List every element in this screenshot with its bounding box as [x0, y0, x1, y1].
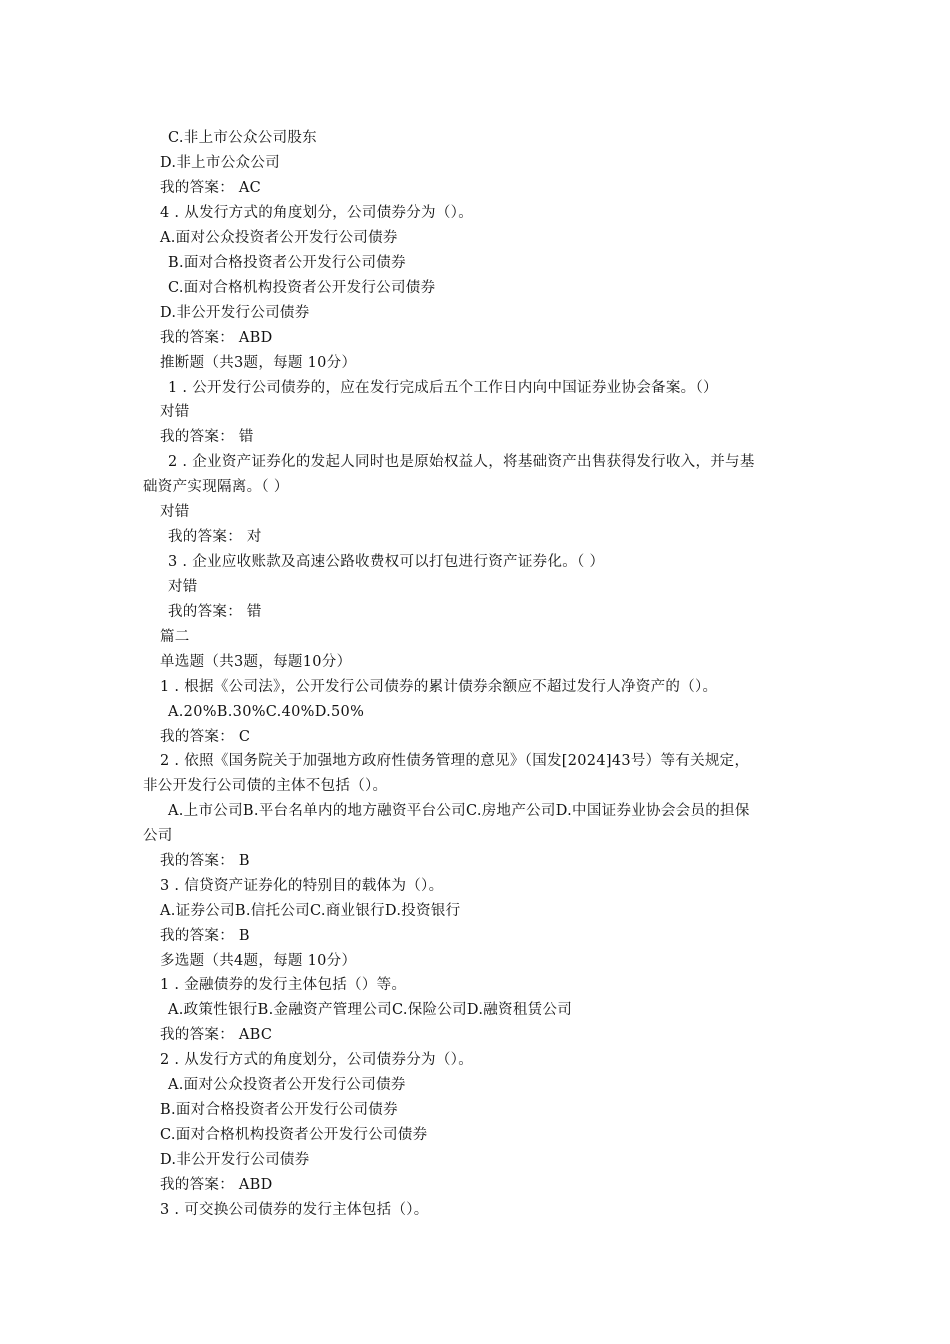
answer-line: 我的答案： B: [160, 853, 250, 869]
option-line: A.面对公众投资者公开发行公司债券: [160, 230, 398, 246]
true-false-line: 对错: [160, 504, 190, 520]
option-line: B.面对合格投资者公开发行公司债券: [168, 255, 406, 271]
option-line: D.非公开发行公司债券: [160, 1152, 310, 1168]
question-line: 1 . 根据《公司法》，公开发行公司债券的累计债券余额应不超过发行人净资产的（）。: [160, 679, 718, 695]
option-line: A.20%B.30%C.40%D.50%: [168, 704, 365, 720]
answer-line: 我的答案： 错: [160, 429, 254, 445]
option-line: B.面对合格投资者公开发行公司债券: [160, 1102, 398, 1118]
question-line: 2 . 依照《国务院关于加强地方政府性债务管理的意见》（国发[2024]43号）等有关规定，: [160, 753, 750, 769]
question-line: 2 . 企业资产证券化的发起人同时也是原始权益人，将基础资产出售获得发行收入，并与基: [168, 454, 755, 470]
answer-line: 我的答案： ABD: [160, 330, 273, 346]
answer-line: 我的答案： C: [160, 729, 251, 745]
option-line: A.上市公司B.平台名单内的地方融资平台公司C.房地产公司D.中国证券业协会会员的担保: [168, 803, 750, 819]
option-line: A.政策性银行B.金融资产管理公司C.保险公司D.融资租赁公司: [168, 1002, 573, 1018]
answer-line: 我的答案： ABC: [160, 1027, 273, 1043]
true-false-line: 对错: [168, 579, 198, 595]
option-line: C.面对合格机构投资者公开发行公司债券: [168, 280, 436, 296]
question-line: 1 . 金融债券的发行主体包括（）等。: [160, 977, 407, 993]
option-line: D.非公开发行公司债券: [160, 305, 310, 321]
true-false-line: 对错: [160, 404, 190, 420]
question-line: 4 . 从发行方式的角度划分，公司债券分为（）。: [160, 205, 474, 221]
section-heading: 推断题（共3题，每题 10分）: [160, 355, 357, 371]
question-line: 2 . 从发行方式的角度划分，公司债券分为（）。: [160, 1052, 474, 1068]
option-line: 公司: [143, 828, 173, 844]
option-line: C.非上市公众公司股东: [168, 130, 317, 146]
answer-line: 我的答案： 对: [168, 529, 262, 545]
option-line: D.非上市公众公司: [160, 155, 280, 171]
answer-line: 我的答案： B: [160, 928, 250, 944]
option-line: A.面对公众投资者公开发行公司债券: [168, 1077, 406, 1093]
answer-line: 我的答案： AC: [160, 180, 262, 196]
answer-line: 我的答案： 错: [168, 604, 262, 620]
part-heading: 篇二: [160, 629, 190, 645]
answer-line: 我的答案： ABD: [160, 1177, 273, 1193]
section-heading: 单选题（共3题，每题10分）: [160, 654, 352, 670]
question-line: 础资产实现隔离。（ ）: [143, 479, 289, 495]
question-line: 非公开发行公司债的主体不包括（）。: [143, 778, 388, 794]
question-line: 3 . 可交换公司债券的发行主体包括（）。: [160, 1202, 429, 1218]
option-line: C.面对合格机构投资者公开发行公司债券: [160, 1127, 428, 1143]
question-line: 3 . 信贷资产证券化的特别目的载体为（）。: [160, 878, 444, 894]
option-line: A.证券公司B.信托公司C.商业银行D.投资银行: [160, 903, 461, 919]
section-heading: 多选题（共4题，每题 10分）: [160, 953, 357, 969]
question-line: 1 . 公开发行公司债券的，应在发行完成后五个工作日内向中国证券业协会备案。（）: [168, 380, 718, 396]
question-line: 3 . 企业应收账款及高速公路收费权可以打包进行资产证券化。（ ）: [168, 554, 605, 570]
